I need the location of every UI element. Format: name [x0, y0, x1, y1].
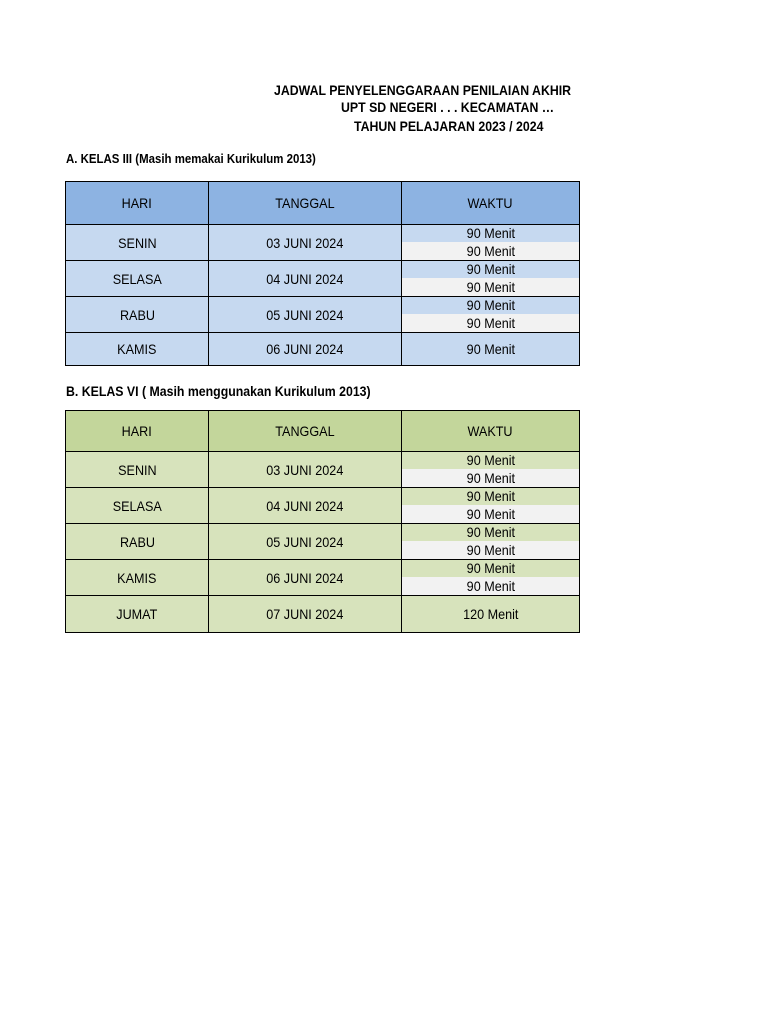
cell-hari: JUMAT — [66, 596, 209, 633]
cell-waktu — [402, 488, 580, 524]
waktu-entry: 90 Menit — [402, 452, 579, 469]
waktu-entry: 90 Menit — [402, 225, 579, 242]
waktu-entry: 90 Menit — [402, 505, 579, 523]
cell-waktu — [402, 297, 580, 333]
cell-hari: RABU — [66, 297, 209, 333]
schedule-table-kelas-vi — [65, 410, 580, 633]
document-title: JADWAL PENYELENGGARAAN PENILAIAN AKHIR — [274, 82, 572, 98]
column-header-waktu: WAKTU — [402, 182, 580, 225]
table-row — [66, 297, 580, 333]
waktu-entry: 90 Menit — [402, 261, 579, 278]
section-b-label: B. KELAS VI ( Masih menggunakan Kurikulum 2013) — [66, 383, 371, 399]
waktu-entry: 90 Menit — [402, 314, 579, 332]
column-header-hari: HARI — [66, 411, 209, 452]
cell-hari: KAMIS — [66, 333, 209, 366]
table-row — [66, 488, 580, 524]
waktu-entry: 90 Menit — [466, 341, 515, 357]
cell-tanggal: 05 JUNI 2024 — [209, 297, 402, 333]
waktu-entry: 90 Menit — [402, 469, 579, 487]
table-header-row — [66, 182, 580, 225]
cell-hari: RABU — [66, 524, 209, 560]
column-header-waktu: WAKTU — [402, 411, 580, 452]
cell-waktu — [402, 261, 580, 297]
column-header-hari: HARI — [66, 182, 209, 225]
cell-tanggal: 03 JUNI 2024 — [209, 452, 402, 488]
cell-waktu — [402, 333, 580, 366]
waktu-entry: 90 Menit — [402, 541, 579, 559]
waktu-entry: 90 Menit — [402, 297, 579, 314]
cell-waktu — [402, 596, 580, 633]
waktu-entry: 120 Menit — [462, 606, 519, 622]
schedule-table-kelas-iii — [65, 181, 580, 366]
cell-hari: SENIN — [66, 452, 209, 488]
column-header-tanggal: TANGGAL — [209, 182, 402, 225]
cell-tanggal: 04 JUNI 2024 — [209, 261, 402, 297]
waktu-entry: 90 Menit — [402, 488, 579, 505]
cell-tanggal: 06 JUNI 2024 — [209, 333, 402, 366]
cell-tanggal: 04 JUNI 2024 — [209, 488, 402, 524]
waktu-entry: 90 Menit — [402, 524, 579, 541]
school-name: UPT SD NEGERI . . . KECAMATAN … — [341, 99, 555, 115]
cell-hari: SELASA — [66, 488, 209, 524]
table-row — [66, 524, 580, 560]
waktu-entry: 90 Menit — [402, 242, 579, 260]
column-header-tanggal: TANGGAL — [209, 411, 402, 452]
table-row — [66, 452, 580, 488]
waktu-entry: 90 Menit — [402, 560, 579, 577]
table-header-row — [66, 411, 580, 452]
waktu-entry: 90 Menit — [402, 278, 579, 296]
cell-waktu — [402, 524, 580, 560]
cell-tanggal: 03 JUNI 2024 — [209, 225, 402, 261]
cell-hari: KAMIS — [66, 560, 209, 596]
cell-waktu — [402, 225, 580, 261]
cell-waktu — [402, 452, 580, 488]
cell-hari: SENIN — [66, 225, 209, 261]
cell-tanggal: 06 JUNI 2024 — [209, 560, 402, 596]
table-row — [66, 333, 580, 366]
cell-hari: SELASA — [66, 261, 209, 297]
section-a-label: A. KELAS III (Masih memakai Kurikulum 2013) — [66, 151, 316, 166]
cell-tanggal: 05 JUNI 2024 — [209, 524, 402, 560]
table-row — [66, 596, 580, 633]
waktu-entry: 90 Menit — [402, 577, 579, 595]
cell-tanggal: 07 JUNI 2024 — [209, 596, 402, 633]
academic-year: TAHUN PELAJARAN 2023 / 2024 — [354, 118, 544, 134]
table-row — [66, 261, 580, 297]
cell-waktu — [402, 560, 580, 596]
table-row — [66, 225, 580, 261]
table-row — [66, 560, 580, 596]
